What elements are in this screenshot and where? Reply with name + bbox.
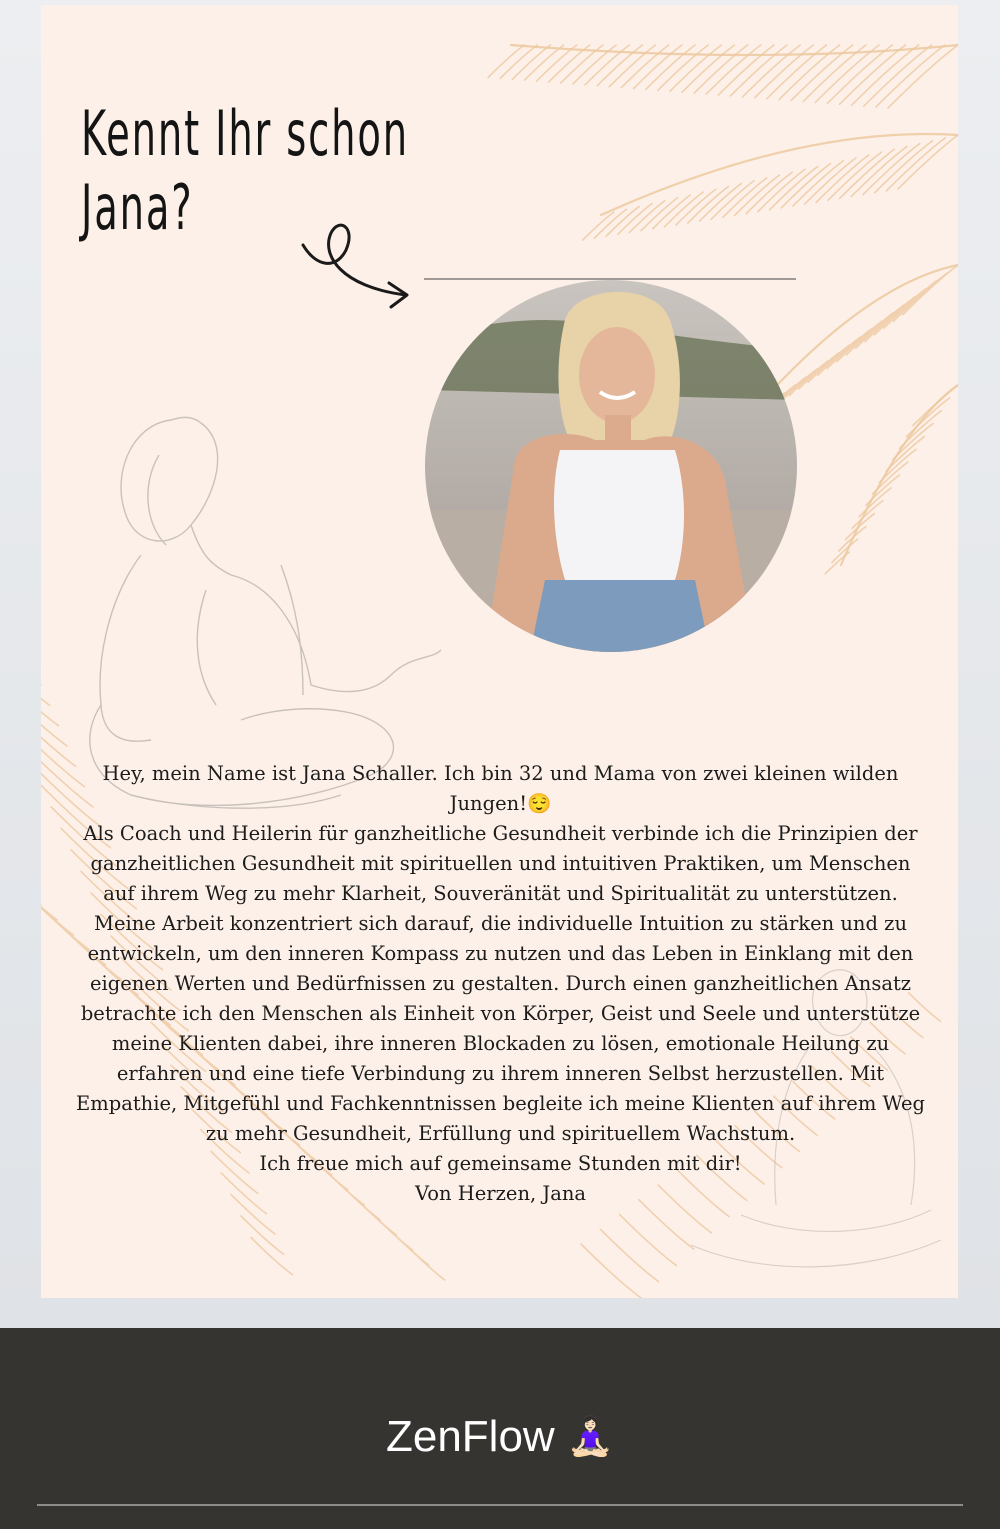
bio-text <box>73 759 928 1209</box>
bio-signature: Von Herzen, Jana <box>414 1182 587 1205</box>
post-title: Kennt Ihr schon Jana? <box>81 97 409 244</box>
yoga-line-art <box>90 417 441 808</box>
home-indicator[interactable] <box>37 1504 963 1506</box>
bio-paragraph: Meine Arbeit konzentriert sich darauf, die individuelle Intuition zu stärken und zu entwickeln, um den inneren Kompass zu nutzen und das Leben in Einklang mit den eigenen Werten und Bedürfnissen zu gestalten. Durch einen ganzheitlichen Ansatz betrachte ich den Menschen als Einheit von Körper, Geist und Seele und unterstütze meine Klienten dabei, ihre inneren Blockaden zu lösen, emotionale Heilung zu erfahren und eine tiefe Verbindung zu ihrem inneren Selbst herzustellen. Mit Empathie, Mitgefühl und Fachkenntnissen begleite ich meine Klienten auf ihrem Weg zu mehr Gesundheit, Erfüllung und spirituellem Wachstum. <box>75 912 926 1145</box>
profile-photo <box>425 280 797 652</box>
account-name[interactable]: ZenFlow <box>385 1412 555 1461</box>
story-post-card <box>41 5 958 1298</box>
bio-paragraph: Ich freue mich auf gemeinsame Stunden mit dir! <box>259 1152 742 1175</box>
bio-paragraph: Als Coach und Heilerin für ganzheitliche Gesundheit verbinde ich die Prinzipien der ganzheitlichen Gesundheit mit spirituellen und intuitiven Praktiken, um Menschen auf ihrem Weg zu mehr Klarheit, Souveränität und Spiritualität zu unterstützen. <box>83 822 918 905</box>
account-label[interactable] <box>0 1412 1000 1462</box>
bio-paragraph: Hey, mein Name ist Jana Schaller. Ich bin 32 und Mama von zwei kleinen wilden Jungen!😌 <box>102 762 899 815</box>
yoga-icon: 🧘🏻‍♀️ <box>566 1416 615 1458</box>
